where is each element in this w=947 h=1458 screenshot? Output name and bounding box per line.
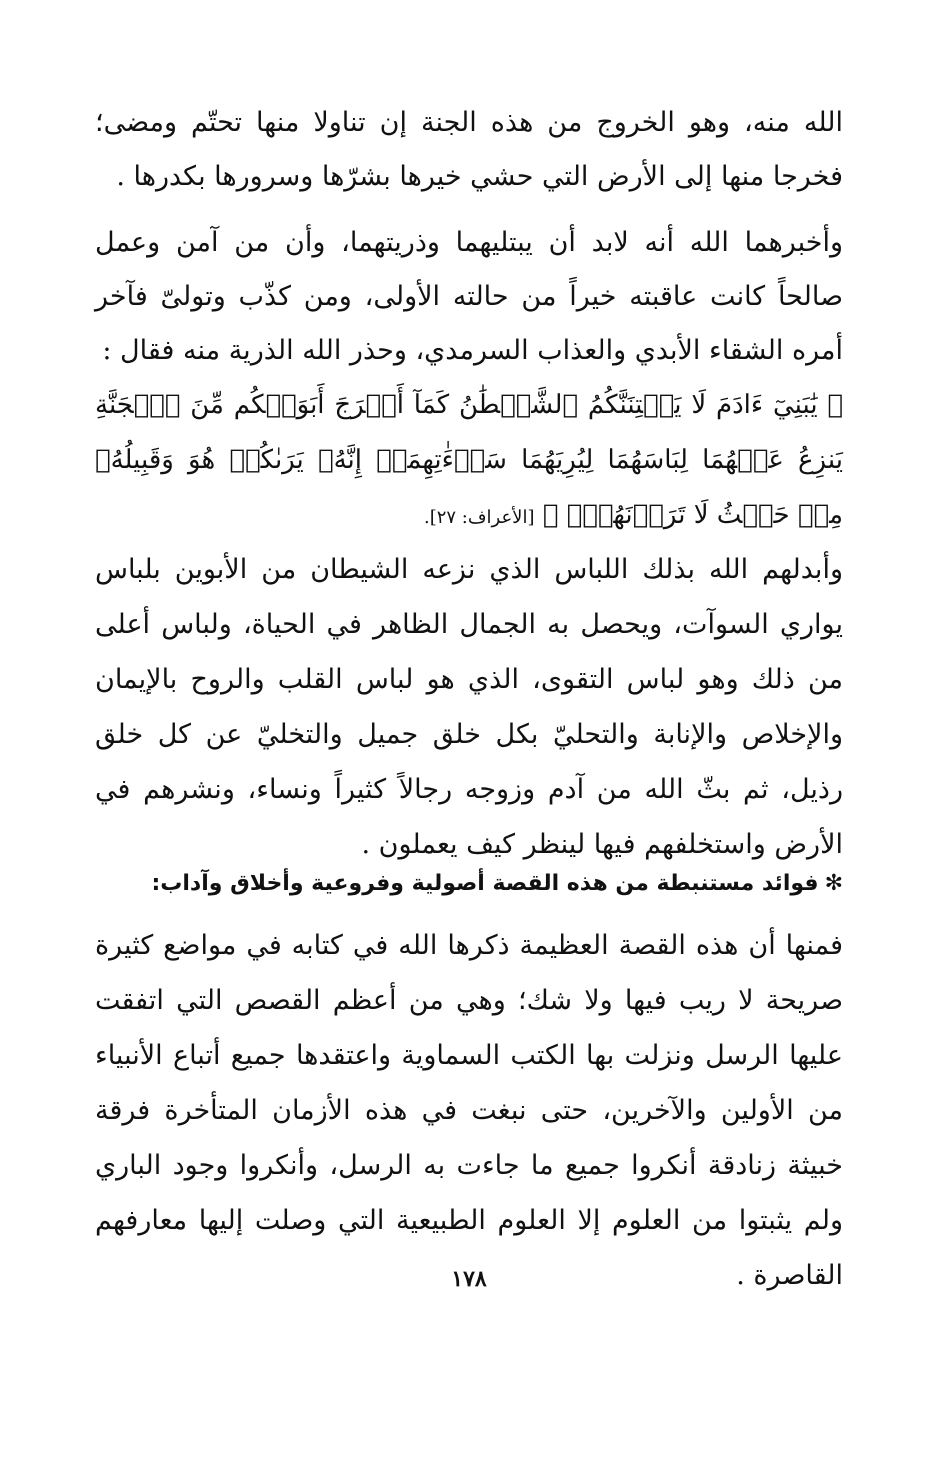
verse-reference: [الأعراف: ٢٧]. [423, 507, 535, 528]
paragraph-1: الله منه، وهو الخروج من هذه الجنة إن تناولا منها تحتّم ومضى؛ فخرجا منها إلى الأرض التي حشي خيرها بشرّها وسرورها بكدرها . [95, 107, 843, 192]
book-page [95, 96, 843, 1426]
paragraph-3: وأبدلهم الله بذلك اللباس الذي نزعه الشيطان من الأبوين بلباس يواري السوآت، ويحصل به الجمال الظاهر في الحياة، ولباس أعلى من ذلك وهو لباس التقوى، الذي هو لباس القلب والروح بالإيمان والإخلاص والإنابة والتحليّ بكل خلق جميل والتخليّ عن كل خلق رذيل، ثم بثّ الله من آدم وزوجه رجالاً كثيراً ونساء، ونشرهم في الأرض واستخلفهم فيها لينظر كيف يعملون . [95, 554, 843, 860]
section-heading-text: فوائد مستنبطة من هذه القصة أصولية وفروعية وأخلاق وآداب: [151, 871, 819, 896]
verse-text: ﴿ يَٰبَنِيٓ ءَادَمَ لَا يَفۡتِنَنَّكُمُ ٱلشَّيۡطَٰنُ كَمَآ أَخۡرَجَ أَبَوَيۡكُم مِّنَ ٱلۡجَنَّةِ يَنزِعُ عَنۡهُمَا لِبَاسَهُمَا لِيُرِيَهُمَا سَوۡءَٰتِهِمَآۚ إِنَّهُۥ يَرَىٰكُمۡ هُوَ وَقَبِيلُهُۥ مِنۡ حَيۡثُ لَا تَرَوۡنَهُمۡۗ ﴾ [95, 390, 843, 530]
paragraph-2: وأخبرهما الله أنه لابد أن يبتليهما وذريتهما، وأن من آمن وعمل صالحاً كانت عاقبته خيراً من حالته الأولى، ومن كذّب وتولىّ فآخر أمره الشقاء الأبدي والعذاب السرمدي، وحذر الله الذرية منه فقال : [95, 227, 843, 366]
quran-verse [95, 378, 843, 545]
star-icon: ✻ [824, 871, 843, 896]
page-number: ١٧٨ [451, 1266, 487, 1292]
section-heading [95, 864, 843, 904]
paragraph-4: فمنها أن هذه القصة العظيمة ذكرها الله في كتابه في مواضع كثيرة صريحة لا ريب فيها ولا شك؛ وهي من أعظم القصص التي اتفقت عليها الرسل ونزلت بها الكتب السماوية واعتقدها جميع أتباع الأنبياء من الأولين والآخرين، حتى نبغت في هذه الأزمان المتأخرة فرقة خبيثة زنادقة أنكروا جميع ما جاءت به الرسل، وأنكروا وجود الباري ولم يثبتوا من العلوم إلا العلوم الطبيعية التي وصلت إليها معارفهم القاصرة . [95, 930, 843, 1291]
